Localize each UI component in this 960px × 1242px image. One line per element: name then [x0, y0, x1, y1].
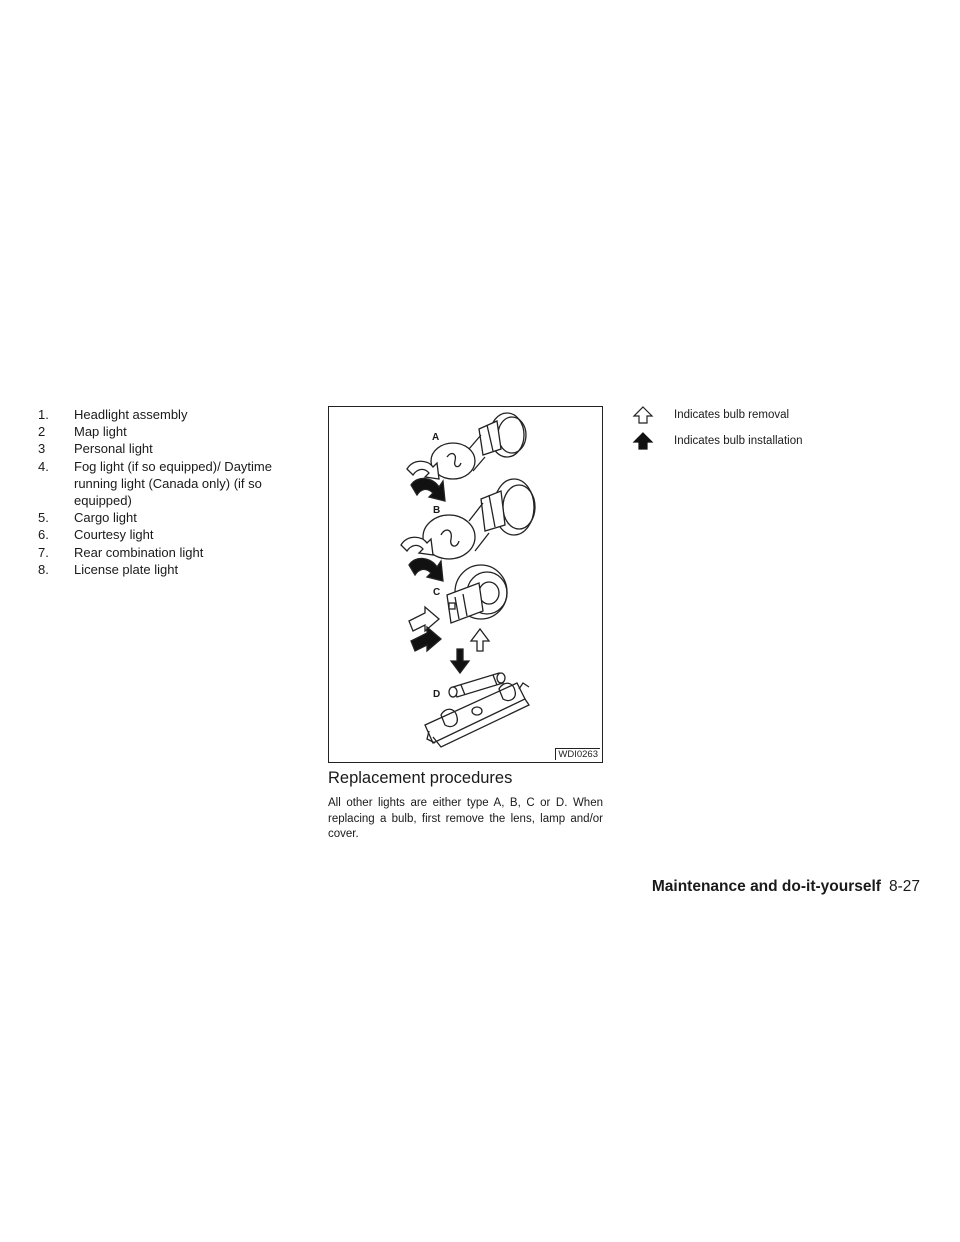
bulb-d-illustration [425, 673, 529, 747]
footer-section-title: Maintenance and do-it-yourself [651, 878, 881, 895]
light-location-list [38, 406, 308, 578]
list-item-text: License plate light [74, 561, 179, 577]
list-item-number: 7. [38, 544, 49, 560]
figure-label-a: A [432, 432, 440, 443]
list-item [38, 561, 308, 578]
list-item [38, 423, 308, 440]
list-item [38, 526, 308, 543]
bulb-illustration [329, 407, 602, 762]
legend-removal [632, 405, 789, 425]
list-item [38, 406, 308, 423]
bulb-a-illustration [431, 413, 526, 479]
list-item-text: Courtesy light [74, 527, 154, 543]
figure-label-d: D [433, 689, 441, 700]
section-heading: Replacement procedures [328, 769, 513, 787]
page-footer [652, 878, 920, 896]
list-item-number: 3 [38, 441, 46, 457]
legend-removal-text: Indicates bulb removal [674, 409, 790, 421]
list-item-number: 5. [38, 510, 49, 526]
list-item-number: 4. [38, 458, 49, 474]
list-item-number: 6. [38, 527, 49, 543]
list-item-text: Rear combination light [74, 544, 204, 560]
list-item-number: 1. [38, 407, 49, 422]
solid-arrow-up-icon [632, 431, 654, 451]
list-item [38, 544, 308, 561]
list-item-text: Map light [74, 424, 127, 440]
bulb-c-illustration [447, 565, 507, 623]
list-item [38, 458, 308, 510]
list-item-text: Headlight assembly [74, 407, 188, 422]
list-item-text: Fog light (if so equipped)/ Daytime running light (Canada only) (if so equipped) [74, 458, 272, 509]
legend-installation [632, 431, 803, 451]
list-item-number: 2 [38, 424, 46, 440]
figure-label-c: C [433, 587, 441, 598]
list-item [38, 440, 308, 457]
section-body: All other lights are either type A, B, C or D. When replacing a bulb, first remove the lens, lamp and/or cover. [328, 797, 603, 840]
bulb-types-figure [328, 406, 603, 763]
list-item-text: Personal light [74, 441, 153, 457]
list-item-number: 8. [38, 561, 49, 577]
hollow-arrow-up-icon [632, 405, 654, 425]
list-item [38, 509, 308, 526]
page-number: 8-27 [888, 878, 920, 895]
legend-installation-text: Indicates bulb installation [674, 435, 803, 447]
list-item-text: Cargo light [74, 510, 137, 526]
figure-label-b: B [433, 505, 441, 516]
figure-code: WDI0263 [555, 748, 600, 760]
